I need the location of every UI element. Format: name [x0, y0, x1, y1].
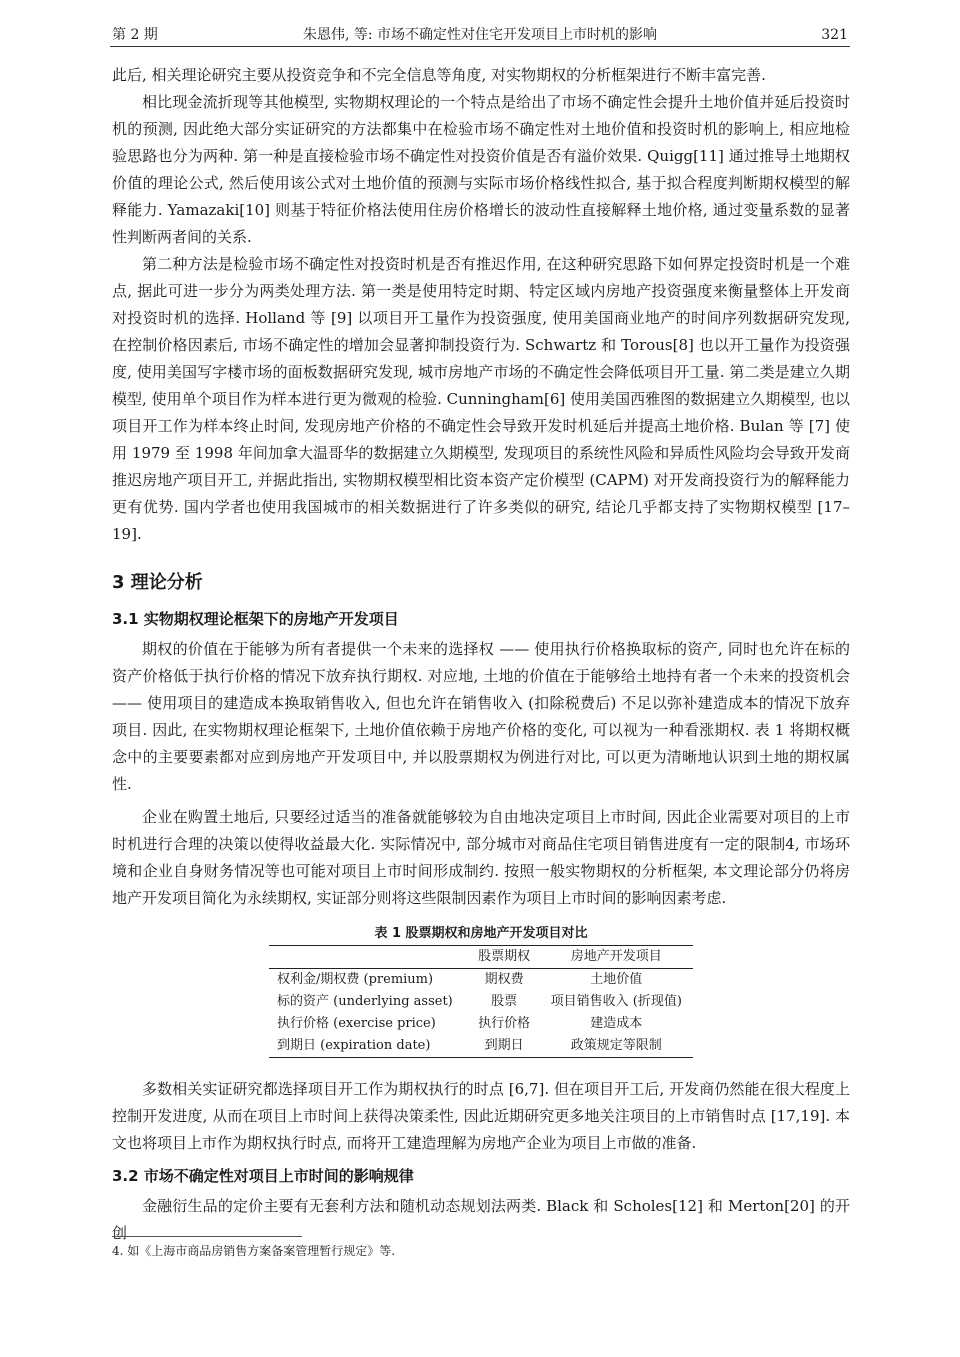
table-header-cell	[269, 946, 469, 969]
paragraph: 企业在购置土地后, 只要经过适当的准备就能够较为自由地决定项目上市时间, 因此企业需要对项目的上市时机进行合理的决策以使得收益最大化. 实际情况中, 部分城市对商品住宅项目销售进度有一定的限制4, 市场环境和企业自身财务情况等也可能对项目上市时间形成制约. 按照一般实物期权的分析框架, 本文理论部分仍将房地产开发项目简化为永续期权, 实证部分则将这些限制因素作为项目上市时间的影响因素考虑.	[112, 808, 850, 907]
table-row	[269, 1035, 693, 1058]
table-row	[269, 991, 693, 1013]
table-cell: 项目销售收入 (折现值)	[550, 994, 682, 1009]
paragraph: 此后, 相关理论研究主要从投资竞争和不完全信息等角度, 对实物期权的分析框架进行不断丰富完善.	[112, 66, 766, 84]
table-caption: 表 1 股票期权和房地产开发项目对比	[374, 926, 588, 941]
paragraph: 第二种方法是检验市场不确定性对投资时机是否有推迟作用, 在这种研究思路下如何界定投资时机是一个难点, 据此可进一步分为两类处理方法. 第一类是使用特定时期、特定区域内房地产投资强度来衡量整体上开发商对投资时机的选择. Holland 等 [9] 以项目开工量作为投资强度, 使用美国商业地产的时间序列数据研究发现, 在控制价格因素后, 市场不确定性的增加会显著抑制投资行为. Schwartz 和 Torous[8] 也以开工量作为投资强度, 使用美国写字楼市场的面板数据研究发现, 城市房地产市场的不确定性会降低项目开工量. 第二类是建立久期模型, 使用单个项目作为样本进行更为微观的检验. Cunningham[6] 使用美国西雅图的数据建立久期模型, 也以项目开工作为样本终止时间, 发现房地产价格的不确定性会导致开发时机延后并提高土地价格. Bulan 等 [7] 使用 1979 至 1998 年间加拿大温哥华的数据建立久期模型, 发现项目的系统性风险和异质性风险均会导致开发商推迟房地产项目开工, 并据此指出, 实物期权模型相比资本资产定价模型 (CAPM) 对开发商投资行为的解释能力更有优势. 国内学者也使用我国城市的相关数据进行了许多类似的研究, 结论几乎都支持了实物期权模型 [17–19].	[112, 255, 850, 543]
table-header-cell: 股票期权	[478, 949, 531, 964]
subsection-heading: 3.2 市场不确定性对项目上市时间的影响规律	[112, 1167, 414, 1185]
table-cell: 权利金/期权费 (premium)	[277, 972, 434, 987]
table-header-row	[269, 946, 693, 969]
comparison-table	[269, 945, 693, 1058]
table-header-cell: 房地产开发项目	[570, 949, 662, 964]
footnote-rule	[112, 1236, 302, 1237]
table-row	[269, 969, 693, 992]
table-row	[269, 1013, 693, 1035]
page-number: 321	[821, 27, 848, 43]
table-cell: 执行价格	[478, 1016, 531, 1031]
table-cell: 建造成本	[590, 1016, 643, 1031]
table-cell: 股票	[491, 994, 518, 1009]
paragraph: 多数相关实证研究都选择项目开工作为期权执行的时点 [6,7]. 但在项目开工后, 开发商仍然能在很大程度上控制开发进度, 从而在项目上市时间上获得决策柔性, 因此近期研究更多地关注项目的上市销售时点 [17,19]. 本文也将项目上市作为期权执行时点, 而将开工建造理解为房地产企业为项目上市做的准备.	[112, 1080, 850, 1152]
section-heading: 3 理论分析	[112, 572, 203, 593]
running-title: 朱恩伟, 等: 市场不确定性对住宅开发项目上市时机的影响	[302, 27, 658, 43]
table-cell: 土地价值	[590, 972, 643, 987]
table-cell: 到期日 (expiration date)	[277, 1038, 431, 1053]
table-cell: 到期日	[484, 1038, 524, 1053]
table-cell: 执行价格 (exercise price)	[277, 1016, 436, 1031]
table-cell: 标的资产 (underlying asset)	[277, 994, 453, 1009]
paragraph: 相比现金流折现等其他模型, 实物期权理论的一个特点是给出了市场不确定性会提升土地价值并延后投资时机的预测, 因此绝大部分实证研究的方法都集中在检验市场不确定性对土地价值和投资时机的影响上, 相应地检验思路也分为两种. 第一种是直接检验市场不确定性对投资价值是否有溢价效果. Quigg[11] 通过推导土地期权价值的理论公式, 然后使用该公式对土地价值的预测与实际市场价格线性拟合, 基于拟合程度判断期权模型的解释能力. Yamazaki[10] 则基于特征价格法使用住房价格增长的波动性直接解释土地价格, 通过变量系数的显著性判断两者间的关系.	[112, 93, 850, 246]
article-body	[112, 62, 850, 1247]
table-cell: 政策规定等限制	[570, 1038, 662, 1053]
running-header	[110, 16, 850, 47]
subsection-heading: 3.1 实物期权理论框架下的房地产开发项目	[112, 610, 399, 628]
issue-label: 第 2 期	[112, 27, 158, 43]
paragraph: 期权的价值在于能够为所有者提供一个未来的选择权 —— 使用执行价格换取标的资产, 同时也允许在标的资产价格低于执行价格的情况下放弃执行期权. 对应地, 土地的价值在于能够给土地持有者一个未来的投资机会 —— 使用项目的建造成本换取销售收入, 但也允许在销售收入 (扣除税费后) 不足以弥补建造成本的情况下放弃项目. 因此, 在实物期权理论框架下, 土地价值依赖于房地产价格的变化, 可以视为一种看涨期权. 表 1 将期权概念中的主要要素都对应到房地产开发项目中, 并以股票期权为例进行对比, 可以更为清晰地认识到土地的期权属性.	[112, 640, 850, 793]
table-cell: 期权费	[484, 972, 524, 987]
footnote: 4. 如《上海市商品房销售方案备案管理暂行规定》等.	[112, 1244, 396, 1258]
paragraph: 金融衍生品的定价主要有无套利方法和随机动态规划法两类. Black 和 Scholes[12] 和 Merton[20] 的开创	[112, 1197, 850, 1242]
